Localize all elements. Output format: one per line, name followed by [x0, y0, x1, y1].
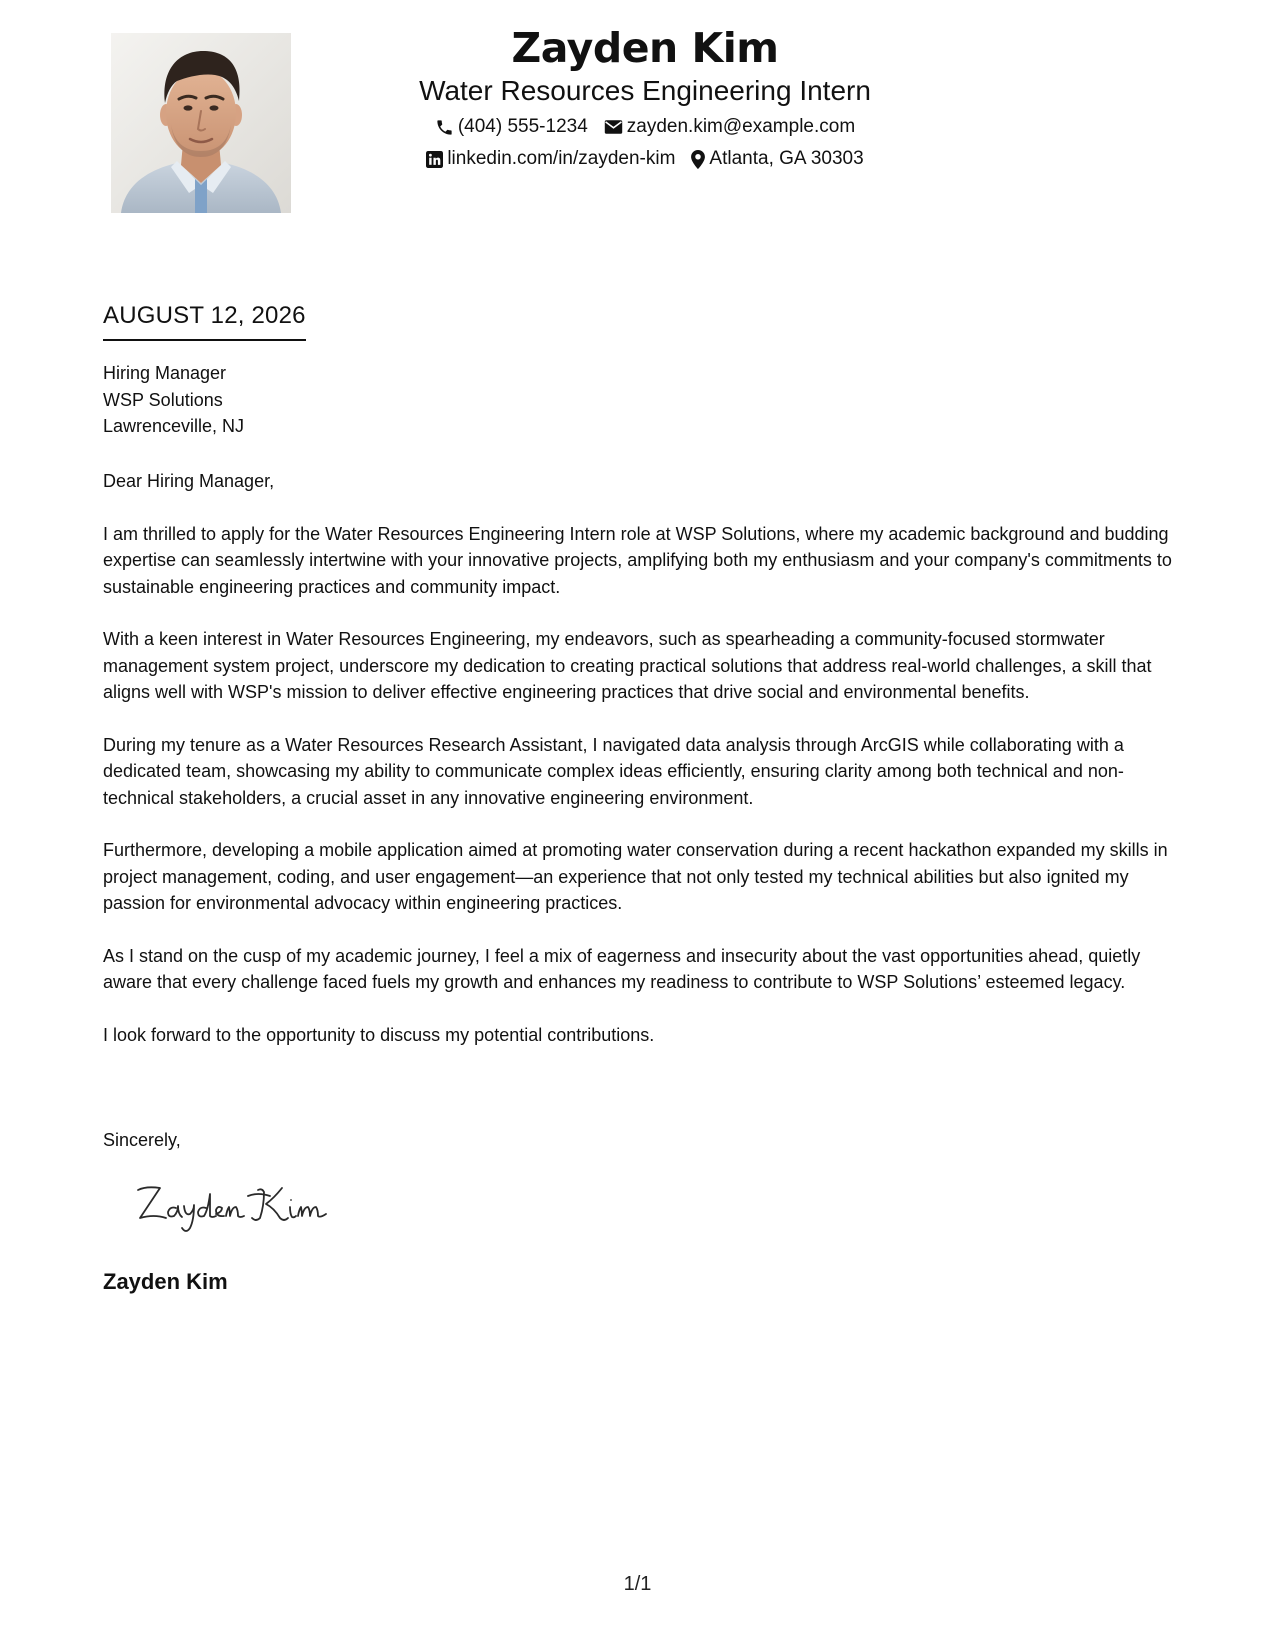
email-contact[interactable] [604, 116, 855, 138]
letter-body [103, 468, 1178, 1074]
contact-row-1 [290, 116, 1000, 138]
page-number: 1/1 [623, 1573, 652, 1595]
phone-icon [435, 118, 454, 137]
paragraph: I am thrilled to apply for the Water Resources Engineering Intern role at WSP Solutions, where my academic background and budding expertise can seamlessly intertwine with your innovative projects, amplifying both my enthusiasm and your company's commitments to sustainable engineering practices and community impact. [103, 523, 1172, 597]
phone-text: (404) 555-1234 [457, 116, 588, 137]
recipient-address [103, 360, 244, 440]
phone-contact[interactable] [435, 116, 588, 138]
contact-row-2 [290, 148, 1000, 170]
recipient-name: Hiring Manager [103, 363, 227, 383]
location-text: Atlanta, GA 30303 [709, 148, 864, 169]
recipient-location: Lawrenceville, NJ [103, 416, 245, 436]
location-contact [691, 148, 863, 170]
applicant-name: Zayden Kim [511, 24, 779, 72]
paragraph: As I stand on the cusp of my academic journey, I feel a mix of eagerness and insecurity about the vast opportunities ahead, quietly aware that every challenge faced fuels my growth and enhances my readiness to contribute to WSP Solutions’ esteemed legacy. [103, 945, 1141, 992]
paragraph: I look forward to the opportunity to discuss my potential contributions. [103, 1024, 655, 1045]
email-text: zayden.kim@example.com [626, 116, 856, 137]
linkedin-contact[interactable] [426, 148, 675, 170]
job-title: Water Resources Engineering Intern [419, 75, 871, 106]
header [290, 22, 1000, 170]
map-marker-icon [691, 150, 705, 169]
envelope-icon [604, 119, 623, 135]
closing: Sincerely, [103, 1130, 181, 1150]
linkedin-icon [426, 151, 443, 168]
salutation: Dear Hiring Manager, [103, 471, 275, 491]
paragraph: With a keen interest in Water Resources Engineering, my endeavors, such as spearheading a community-focused stormwater management system project, underscore my dedication to creating practical solutions that address real-world challenges, a skill that aligns well with WSP's mission to deliver effective engineering practices that drive social and environmental benefits. [103, 629, 1152, 702]
paragraph: During my tenure as a Water Resources Research Assistant, I navigated data analysis through ArcGIS while collaborating with a dedicated team, showcasing my ability to communicate complex ideas efficiently, ensuring clarity among both technical and non-technical stakeholders, a crucial asset in any innovative engineering environment. [103, 734, 1124, 808]
handwritten-signature [130, 1176, 345, 1236]
linkedin-text: linkedin.com/in/zayden-kim [447, 148, 676, 169]
recipient-company: WSP Solutions [103, 389, 223, 410]
profile-photo [111, 33, 291, 213]
paragraph: Furthermore, developing a mobile application aimed at promoting water conservation during a recent hackathon expanded my skills in project management, coding, and user engagement—an experience that not only tested my technical abilities but also ignited my passion for environmental advocacy within engineering practices. [103, 840, 1168, 913]
letter-date: AUGUST 12, 2026 [103, 301, 306, 341]
signer-name: Zayden Kim [103, 1269, 228, 1294]
